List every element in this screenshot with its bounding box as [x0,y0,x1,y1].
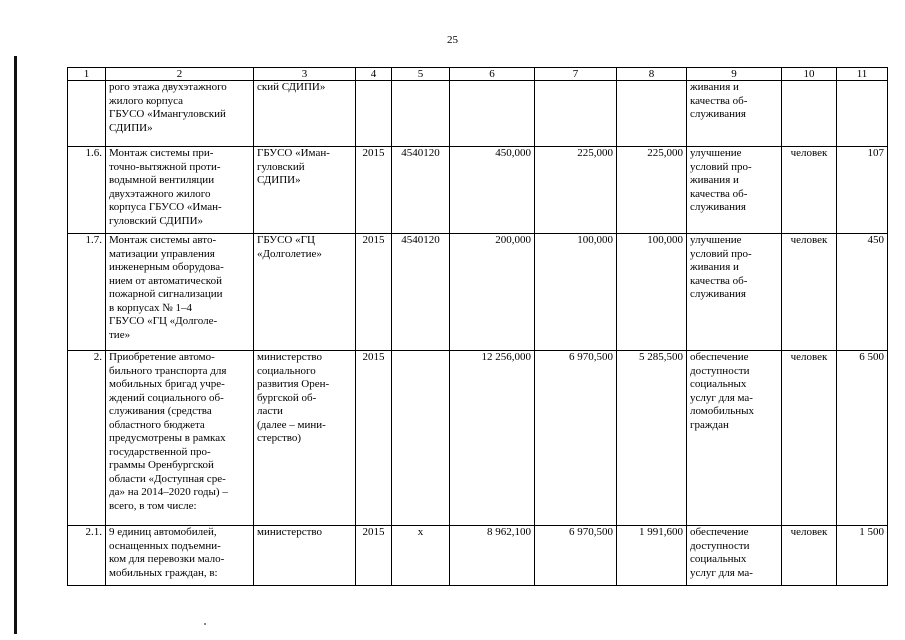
year: 2015 [356,526,392,586]
expected-result: обеспечение доступности социальных услуг для ма- ломобильных граждан [687,351,782,526]
row-number: 1.7. [68,234,106,351]
budget-code: х [392,526,450,586]
executor: министерство [254,526,356,586]
unit: человек [782,526,837,586]
executor: ГБУСО «ГЦ «Долголетие» [254,234,356,351]
column-header: 8 [617,68,687,81]
regional-amount: 5 285,500 [617,351,687,526]
budget-code [392,81,450,147]
year [356,81,392,147]
program-table [67,67,888,586]
year: 2015 [356,147,392,234]
table-row [68,81,888,147]
column-header: 7 [535,68,617,81]
total-amount: 8 962,100 [450,526,535,586]
indicator-value [837,81,888,147]
total-amount: 12 256,000 [450,351,535,526]
expected-result: живания и качества об- служивания [687,81,782,147]
unit: человек [782,234,837,351]
federal-amount: 6 970,500 [535,351,617,526]
row-number: 2. [68,351,106,526]
measure-name: рого этажа двухэтажного жилого корпуса ГБУСО «Имангуловский СДИПИ» [106,81,254,147]
budget-code: 4540120 [392,234,450,351]
year: 2015 [356,234,392,351]
measure-name: Монтаж системы при- точно-вытяжной проти- водымной вентиляции двухэтажного жилого корпуса ГБУСО «Иман- гуловский СДИПИ» [106,147,254,234]
budget-code [392,351,450,526]
left-margin-rule [14,56,17,634]
indicator-value: 6 500 [837,351,888,526]
measure-name: Монтаж системы авто- матизации управления инженерным оборудова- нием от автоматической пожарной сигнализации в корпусах № 1–4 ГБУСО «ГЦ «Долголе- тие» [106,234,254,351]
row-number: 1.6. [68,147,106,234]
federal-amount [535,81,617,147]
row-number [68,81,106,147]
column-header: 3 [254,68,356,81]
total-amount: 200,000 [450,234,535,351]
column-header: 9 [687,68,782,81]
column-header: 10 [782,68,837,81]
scan-speck [204,623,206,625]
expected-result: улучшение условий про- живания и качества об- служивания [687,234,782,351]
indicator-value: 107 [837,147,888,234]
indicator-value: 450 [837,234,888,351]
executor: ГБУСО «Иман- гуловский СДИПИ» [254,147,356,234]
regional-amount [617,81,687,147]
column-header: 2 [106,68,254,81]
federal-amount: 100,000 [535,234,617,351]
year: 2015 [356,351,392,526]
executor: ский СДИПИ» [254,81,356,147]
budget-code: 4540120 [392,147,450,234]
total-amount [450,81,535,147]
executor: министерство социального развития Орен- бургской об- ласти (далее – мини- стерство) [254,351,356,526]
measure-name: 9 единиц автомобилей, оснащенных подъемни- ком для перевозки мало- мобильных граждан, в: [106,526,254,586]
column-header: 6 [450,68,535,81]
unit: человек [782,351,837,526]
column-header: 5 [392,68,450,81]
expected-result: улучшение условий про- живания и качества об- служивания [687,147,782,234]
column-header: 1 [68,68,106,81]
column-header: 11 [837,68,888,81]
page-number: 25 [447,34,458,46]
indicator-value: 1 500 [837,526,888,586]
expected-result: обеспечение доступности социальных услуг для ма- [687,526,782,586]
regional-amount: 225,000 [617,147,687,234]
measure-name: Приобретение автомо- бильного транспорта для мобильных бригад учре- ждений социального об- служивания (средства областного бюджета предусмотрены в рамках государственной про- граммы Оренбургской области «Доступная сре- да» на 2014–2020 годы) – всего, в том числе: [106,351,254,526]
row-number: 2.1. [68,526,106,586]
table-row [68,234,888,351]
table-row [68,526,888,586]
column-header: 4 [356,68,392,81]
table-row [68,147,888,234]
column-number-row [68,68,888,81]
federal-amount: 225,000 [535,147,617,234]
unit [782,81,837,147]
table-row [68,351,888,526]
total-amount: 450,000 [450,147,535,234]
regional-amount: 1 991,600 [617,526,687,586]
regional-amount: 100,000 [617,234,687,351]
federal-amount: 6 970,500 [535,526,617,586]
unit: человек [782,147,837,234]
